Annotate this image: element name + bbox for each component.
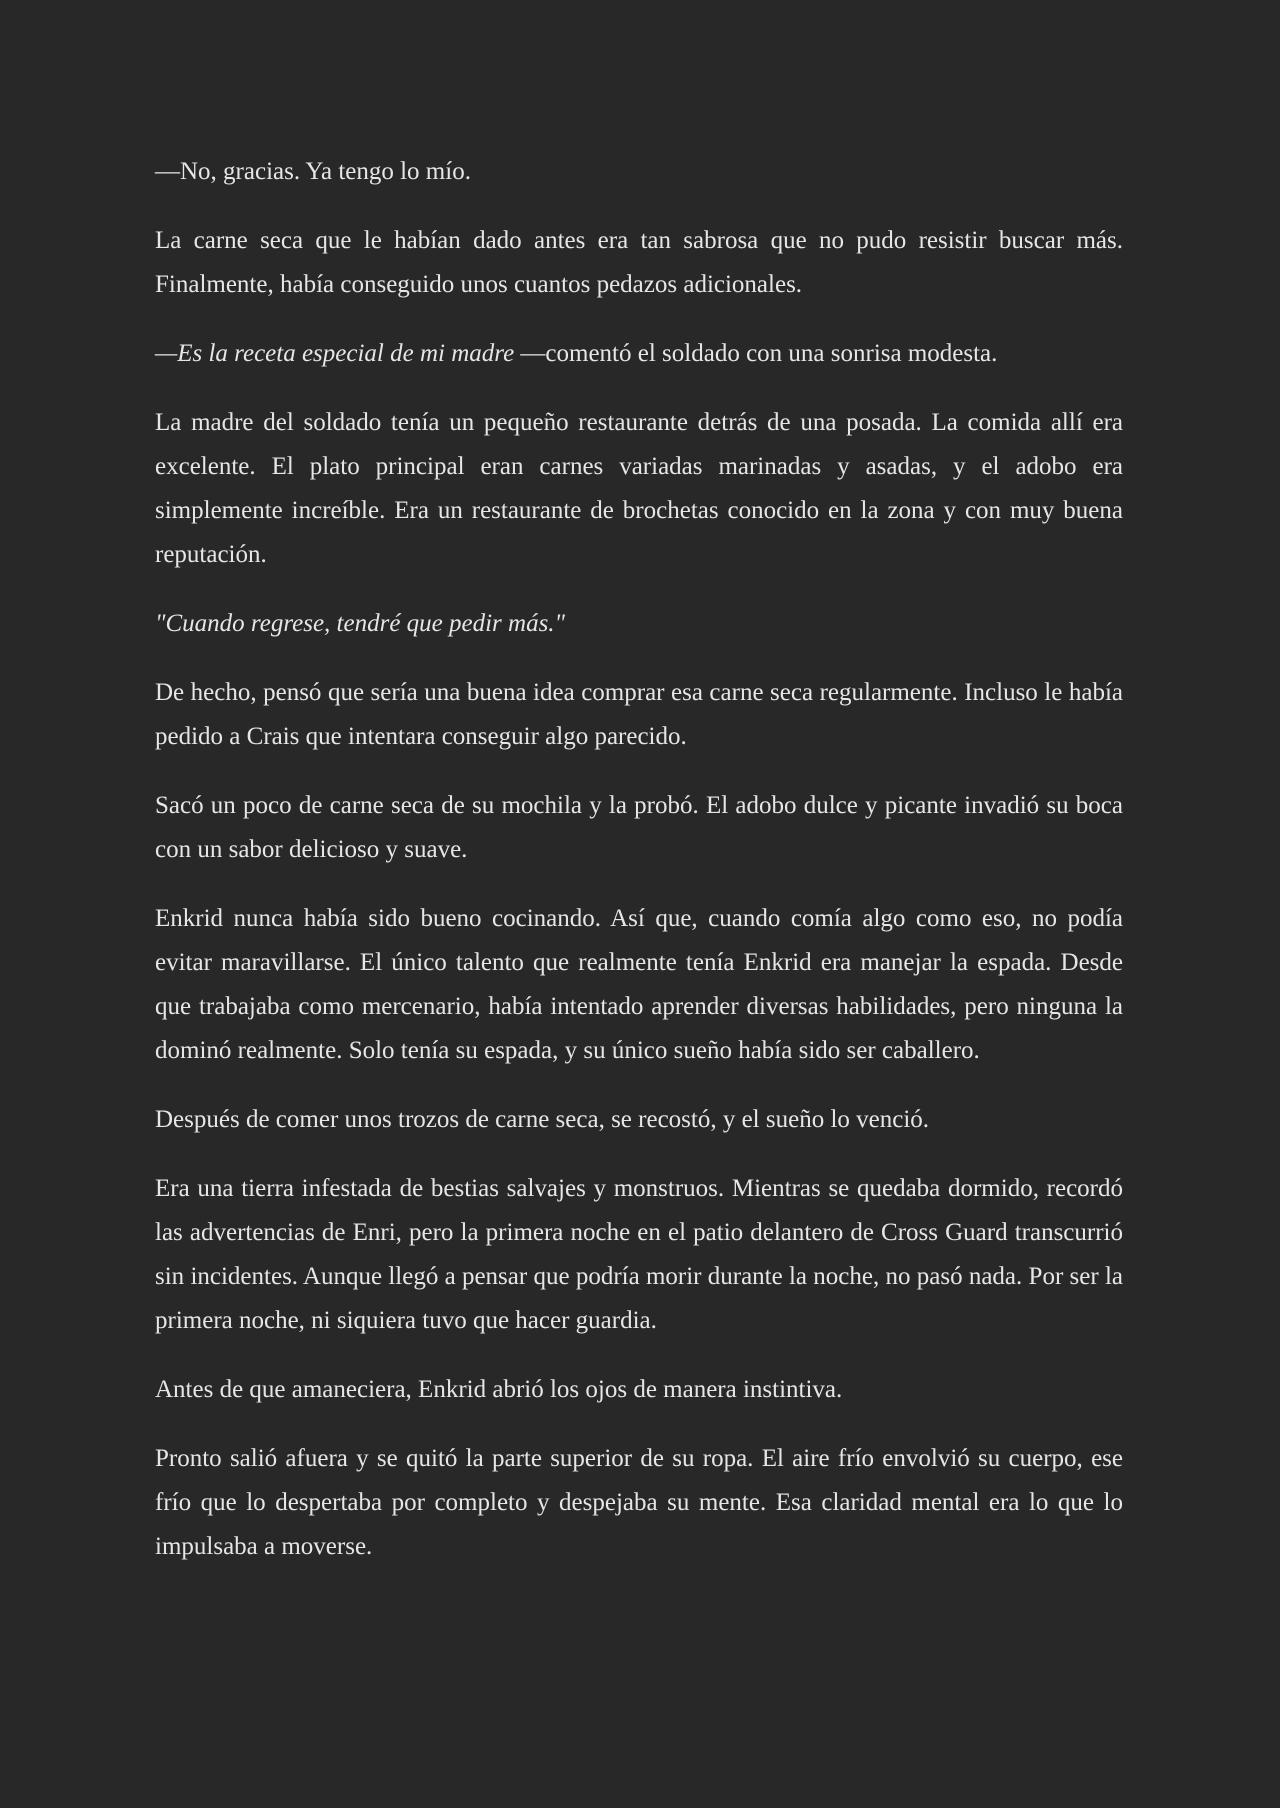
paragraph-1: —No, gracias. Ya tengo lo mío. (155, 158, 471, 185)
dialogue-italic: —Es la receta especial de mi madre (155, 340, 515, 367)
paragraph-11: Antes de que amaneciera, Enkrid abrió los ojos de manera instintiva. (155, 1376, 843, 1403)
paragraph-8: Enkrid nunca había sido bueno cocinando. Así que, cuando comía algo como eso, no podía evitar maravillarse. El único talento que realmente tenía Enkrid era manejar la espada. Desde que trabajaba como mercenario, había intentado aprender diversas habilidades, pero ninguna la dominó realmente. Solo tenía su espada, y su único sueño había sido ser caballero. (155, 905, 1123, 1064)
paragraph-5-thought (155, 602, 1123, 646)
thought-italic: "Cuando regrese, tendré que pedir más." (155, 610, 566, 637)
paragraph-3-dialogue (155, 332, 1123, 376)
paragraph-4: La madre del soldado tenía un pequeño restaurante detrás de una posada. La comida allí era excelente. El plato principal eran carnes variadas marinadas y asadas, y el adobo era simplemente increíble. Era un restaurante de brochetas conocido en la zona y con muy buena reputación. (155, 409, 1123, 568)
paragraph-10: Era una tierra infestada de bestias salvajes y monstruos. Mientras se quedaba dormido, recordó las advertencias de Enri, pero la primera noche en el patio delantero de Cross Guard transcurrió sin incidentes. Aunque llegó a pensar que podría morir durante la noche, no pasó nada. Por ser la primera noche, ni siquiera tuvo que hacer guardia. (155, 1175, 1123, 1334)
paragraph-12: Pronto salió afuera y se quitó la parte superior de su ropa. El aire frío envolvió su cuerpo, ese frío que lo despertaba por completo y despejaba su mente. Esa claridad mental era lo que lo impulsaba a moverse. (155, 1445, 1123, 1560)
paragraph-6: De hecho, pensó que sería una buena idea comprar esa carne seca regularmente. Incluso le había pedido a Crais que intentara conseguir algo parecido. (155, 679, 1123, 750)
document-page (155, 150, 1123, 1594)
paragraph-2: La carne seca que le habían dado antes era tan sabrosa que no pudo resistir buscar más. Finalmente, había conseguido unos cuantos pedazos adicionales. (155, 227, 1123, 298)
paragraph-9: Después de comer unos trozos de carne seca, se recostó, y el sueño lo venció. (155, 1106, 930, 1133)
paragraph-7: Sacó un poco de carne seca de su mochila y la probó. El adobo dulce y picante invadió su boca con un sabor delicioso y suave. (155, 792, 1123, 863)
dialogue-tag: —comentó el soldado con una sonrisa modesta. (514, 340, 998, 367)
